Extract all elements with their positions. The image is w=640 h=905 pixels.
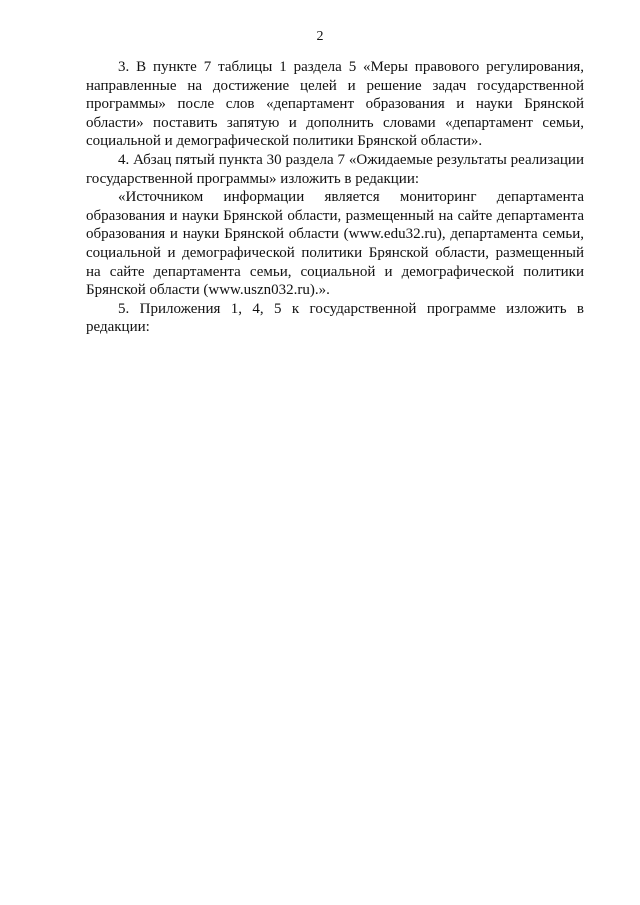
paragraph-item-3: 3. В пункте 7 таблицы 1 раздела 5 «Меры правового регулирования, направленные на достижение целей и решение задач государственной программы» после слов «департамент образования и науки Брянской области» поставить запятую и дополнить словами «департамент семьи, социальной и демографической политики Брянской области». [86,59,584,150]
paragraph-item-4: 4. Абзац пятый пункта 30 раздела 7 «Ожидаемые результаты реализации государственной программы» изложить в редакции: [86,151,584,187]
paragraph-quote: «Источником информации является мониторинг департамента образования и науки Брянской области, размещенный на сайте департамента образования и науки Брянской области (www.edu32.ru), департамента семьи, социальной и демографической политики Брянской области, размещенный на сайте департамента семьи, социальной и демографической политики Брянской области (www.uszn032.ru).». [86,189,584,299]
page-number: 2 [316,29,324,44]
document-body [86,58,584,337]
paragraph-item-5: 5. Приложения 1, 4, 5 к государственной программе изложить в редакции: [86,300,584,336]
